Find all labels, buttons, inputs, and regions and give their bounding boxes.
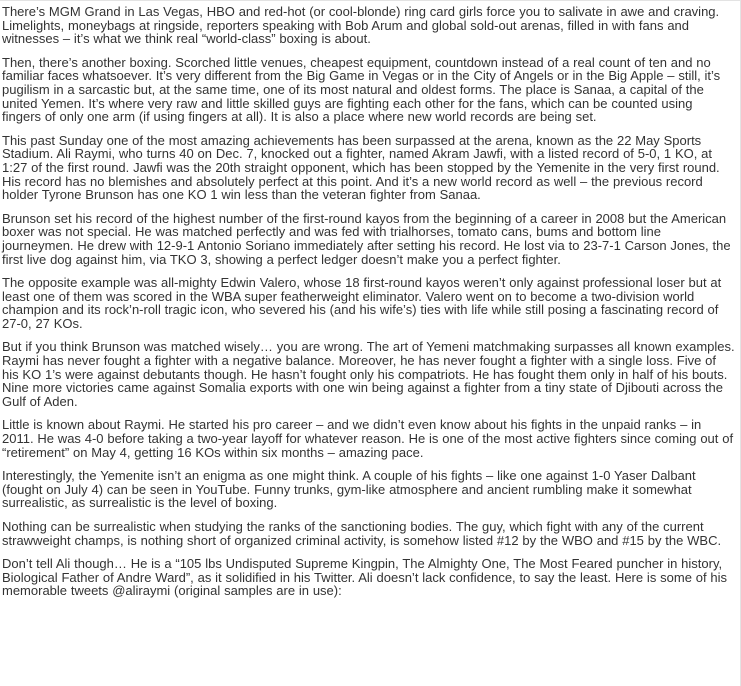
- paragraph-another-boxing-yemen: Then, there’s another boxing. Scorched little venues, cheapest equipment, countdown instead of a real count of ten and no familiar faces whatsoever. It’s very different from the Big Game in Vegas or in the City of Angels or in the Big Apple – still, it’s pugilism in a sarcastic but, at the same time, one of its most natural and oldest forms. The place is Sanaa, a capital of the united Yemen. It’s where very raw and little skilled guys are fighting each other for the fans, which can be counted using fingers of only one arm (if using fingers at all). It is also a place where new world records are being set.: [2, 54, 721, 125]
- paragraph-yemeni-matchmaking: But if you think Brunson was matched wisely… you are wrong. The art of Yemeni matchmaking surpasses all known examples. Raymi has never fought a fighter with a negative balance. Moreover, he has never fought a fighter with a single loss. Five of his KO 1’s were against debutants though. He hasn’t fought only his compatriots. He has fought them only in half of his bouts. Nine more victories came against Somalia exports with one win being against a fighter from a tiny state of Djibouti across the Gulf of Aden.: [2, 339, 735, 409]
- paragraph-sanctioning-bodies: Nothing can be surrealistic when studying the ranks of the sanctioning bodies. The guy, which fight with any of the current strawweight champs, is nothing short of organized criminal activity, is somehow listed #12 by the WBO and #15 by the WBC.: [2, 519, 722, 548]
- paragraph-ali-twitter: Don’t tell Ali though… He is a “105 lbs Undisputed Supreme Kingpin, The Almighty One, The Most Feared puncher in history, Biological Father of Andre Ward”, as it solidified in his Twitter. Ali doesn’t lack confidence, to say the least. Here is some of his memorable tweets @aliraymi (original samples are in use):: [2, 556, 728, 599]
- paragraph-brunson-record: Brunson set his record of the highest number of the first-round kayos from the beginning of a career in 2008 but the American boxer was not special. He was matched perfectly and was fed with trialhorses, tomato cans, bums and bottom line journeymen. He drew with 12-9-1 Antonio Soriano immediately after setting his record. He lost via to 23-7-1 Carson Jones, the first live dog against him, via TKO 3, showing a perfect ledger doesn’t make you a perfect fighter.: [2, 210, 731, 267]
- paragraph-valero-example: The opposite example was all-mighty Edwin Valero, whose 18 first-round kayos weren’t only against professional loser but at least one of them was scored in the WBA super featherweight eliminator. Valero went on to become a two-division world champion and its rock’n-roll tragic icon, who severed his (and his wife’s) ties with life while still posing a fascinating record of 27-0, 27 KOs.: [2, 275, 722, 331]
- paragraph-youtube-fights: Interestingly, the Yemenite isn’t an enigma as one might think. A couple of his fights – like one against 1-0 Yaser Dalbant (fought on July 4) can be seen in YouTube. Funny trunks, gym-like atmosphere and ancient rumbling make it somewhat surrealistic, as surrealistic is the level of boxing.: [2, 468, 696, 511]
- paragraph-raymi-record: This past Sunday one of the most amazing achievements has been surpassed at the arena, known as the 22 May Sports Stadium. Ali Raymi, who turns 40 on Dec. 7, knocked out a fighter, named Akram Jawfi, with a listed record of 5-0, 1 KO, at 1:27 of the first round. Jawfi was the 20th straight opponent, which has been stopped by the Yemenite in the very first round. His record has no blemishes and absolutely perfect at this point. And it’s a new world record as well – the previous record holder Tyrone Brunson has one KO 1 win less than the veteran fighter from Sanaa.: [2, 132, 720, 203]
- paragraph-raymi-career: Little is known about Raymi. He started his pro career – and we didn’t even know about his fights in the unpaid ranks – in 2011. He was 4-0 before taking a two-year layoff for whatever reason. He is one of the most active fighters since coming out of “retirement” on May 4, getting 16 KOs within six months – amazing pace.: [2, 417, 734, 460]
- paragraph-intro-big-boxing: There’s MGM Grand in Las Vegas, HBO and red-hot (or cool-blonde) ring card girls force you to salivate in awe and craving. Limelights, moneybags at ringside, reporters speaking with Bob Arum and global sold-out arenas, filled in with fans and witnesses – it’s what we think real “world-class” boxing is about.: [2, 4, 720, 47]
